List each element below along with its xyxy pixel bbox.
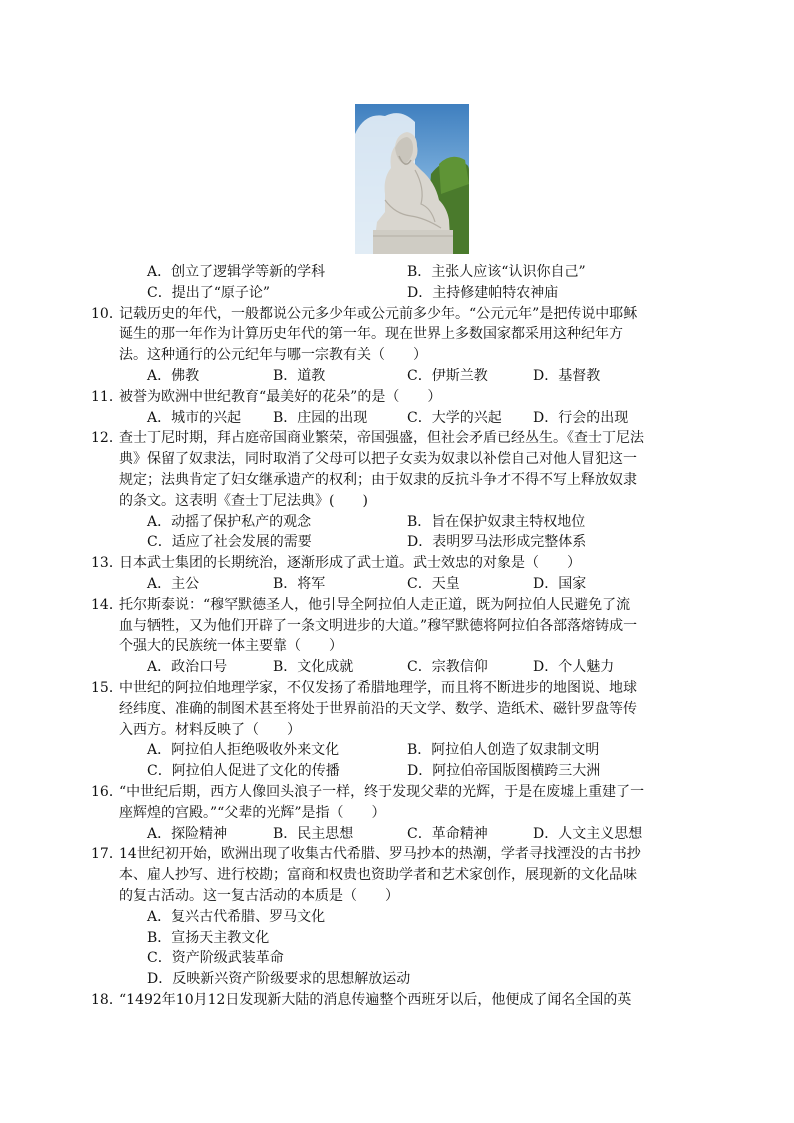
- q15-options-row2: [119, 761, 679, 782]
- q15-text: 中世纪的阿拉伯地理学家，不仅发扬了希腊地理学，而且将不断进步的地图说、地球: [119, 679, 637, 696]
- q18-number: 18．: [91, 991, 123, 1008]
- q12-text: 查士丁尼时期，拜占庭帝国商业繁荣，帝国强盛，但社会矛盾已经丛生。《查士丁尼法: [119, 430, 644, 447]
- q9-option-d: D．主持修建帕特农神庙: [407, 284, 559, 301]
- q13-number: 13．: [91, 555, 123, 572]
- q12-option-c: C．适应了社会发展的需要: [147, 534, 312, 551]
- q10-options: [119, 366, 679, 387]
- q16-option-d: D．人文主义思想: [533, 825, 643, 842]
- q16-option-a: A．探险精神: [147, 825, 228, 842]
- q13-option-c: C．天皇: [407, 575, 460, 592]
- q13-options: [119, 574, 679, 595]
- q14-option-b: B．文化成就: [273, 659, 354, 676]
- q9-options-row1: [119, 262, 679, 283]
- q10-text: 记载历史的年代，一般都说公元多少年或公元前多少年。“公元元年”是把传说中耶稣: [119, 305, 638, 322]
- q16-number: 16．: [91, 783, 123, 800]
- q12-stem-line1: [91, 428, 679, 449]
- q16-text: “中世纪后期，西方人像回头浪子一样，终于发现父辈的光辉，于是在废墟上重建了一: [119, 783, 645, 800]
- q14-option-a: A．政治口号: [147, 659, 228, 676]
- q11-options: [119, 408, 679, 429]
- q15-stem-line3: 入西方。材料反映了（ ）: [119, 721, 301, 738]
- q9-option-a: A．创立了逻辑学等新的学科: [147, 264, 326, 280]
- q10-stem-line2: 诞生的那一年作为计算历史年代的第一年。现在世界上多数国家都采用这种纪年方: [119, 326, 623, 343]
- q16-option-b: B．民主思想: [273, 825, 354, 842]
- q9-option-c: C．提出了“原子论”: [147, 284, 271, 301]
- q14-number: 14．: [91, 596, 123, 613]
- q15-number: 15．: [91, 679, 123, 696]
- q10-option-d: D．基督教: [533, 367, 601, 384]
- q11-option-c: C．大学的兴起: [407, 409, 502, 426]
- q14-text: 托尔斯泰说：“穆罕默德圣人，他引导全阿拉伯人走正道，既为阿拉伯人民避免了流: [119, 596, 631, 613]
- q17-option-a: A．复兴古代希腊、罗马文化: [147, 908, 326, 925]
- q16-option-c: C．革命精神: [407, 825, 488, 842]
- q11-option-d: D．行会的出现: [533, 409, 629, 426]
- q14-options: [119, 657, 679, 678]
- q13-text: 日本武士集团的长期统治，逐渐形成了武士道。武士效忠的对象是（ ）: [119, 555, 581, 572]
- q17-number: 17．: [91, 846, 123, 863]
- q17-stem-line1: [91, 844, 679, 865]
- q12-number: 12．: [91, 430, 123, 447]
- q11-text: 被誉为欧洲中世纪教育“最美好的花朵”的是（ ）: [119, 388, 442, 405]
- q17-text: 14世纪初开始，欧洲出现了收集古代希腊、罗马抄本的热潮，学者寻找湮没的古书抄: [119, 846, 641, 863]
- q10-stem-line3: 法。这种通行的公元纪年与哪一宗教有关（ ）: [119, 347, 427, 364]
- q12-option-d: D．表明罗马法形成完整体系: [407, 534, 587, 551]
- q16-stem-line1: [91, 782, 679, 803]
- q9-option-b: B．主张人应该“认识你自己”: [407, 264, 586, 280]
- q15-stem-line2: 经纬度、准确的制图术甚至将处于世界前沿的天文学、数学、造纸术、磁针罗盘等传: [119, 700, 637, 717]
- q17-option-d: D．反映新兴资产阶级要求的思想解放运动: [147, 971, 411, 988]
- q18-text: “1492年10月12日发现新大陆的消息传遍整个西班牙以后，他便成了闻名全国的英: [119, 991, 632, 1008]
- q12-stem-line3: 规定；法典肯定了妇女继承遗产的权利；由于奴隶的反抗斗争才不得不写上释放奴隶: [119, 471, 637, 488]
- q11-option-b: B．庄园的出现: [273, 409, 368, 426]
- q10-option-c: C．伊斯兰教: [407, 367, 488, 384]
- q14-option-d: D．个人魅力: [533, 659, 615, 676]
- q11-stem-line1: [91, 387, 679, 408]
- q13-option-b: B．将军: [273, 575, 326, 592]
- q14-stem-line1: [91, 595, 679, 616]
- q10-number: 10．: [91, 305, 123, 322]
- q12-option-a: A．动摇了保护私产的观念: [147, 513, 312, 530]
- q14-option-c: C．宗教信仰: [407, 659, 488, 676]
- statue-photo: [355, 104, 469, 254]
- q12-stem-line2: 典》保留了奴隶法，同时取消了父母可以把子女卖为奴隶以补偿自己对他人冒犯这一: [119, 451, 637, 468]
- q17-option-c: C．资产阶级武装革命: [147, 950, 284, 967]
- q12-option-b: B．旨在保护奴隶主特权地位: [407, 513, 586, 530]
- q10-option-a: A．佛教: [147, 367, 200, 384]
- q17-stem-line3: 的复古活动。这一复古活动的本质是（ ）: [119, 887, 399, 904]
- q18-stem-line1: [91, 990, 679, 1011]
- q14-stem-line3: 个强大的民族统一体主要靠（ ）: [119, 638, 343, 655]
- q12-stem-line4: 的条文。这表明《查士丁尼法典》( ): [119, 492, 368, 509]
- q12-options-row1: [119, 512, 679, 533]
- q15-options-row1: [119, 740, 679, 761]
- q14-stem-line2: 血与牺牲，又为他们开辟了一条文明进步的大道。”穆罕默德将阿拉伯各部落熔铸成一: [119, 617, 638, 634]
- q11-number: 11．: [91, 388, 123, 405]
- q17-option-b: B．宣扬天主教文化: [147, 929, 270, 946]
- q15-option-c: C．阿拉伯人促进了文化的传播: [147, 763, 340, 780]
- q13-option-a: A．主公: [147, 575, 200, 592]
- q15-option-d: D．阿拉伯帝国版图横跨三大洲: [407, 763, 601, 780]
- q16-options: [119, 824, 679, 845]
- q10-option-b: B．道教: [273, 367, 326, 384]
- q12-options-row2: [119, 532, 679, 553]
- question-list: [91, 262, 679, 1011]
- q15-stem-line1: [91, 678, 679, 699]
- q13-stem-line1: [91, 553, 679, 574]
- q15-option-b: B．阿拉伯人创造了奴隶制文明: [407, 742, 600, 759]
- q15-option-a: A．阿拉伯人拒绝吸收外来文化: [147, 742, 340, 759]
- q9-options-row2: [119, 283, 679, 304]
- q11-option-a: A．城市的兴起: [147, 409, 242, 426]
- q16-stem-line2: 座辉煌的宫殿。”“父辈的光辉”是指（ ）: [119, 804, 386, 821]
- q10-stem-line1: [91, 304, 679, 325]
- q13-option-d: D．国家: [533, 575, 587, 592]
- q17-stem-line2: 本、雇人抄写、进行校勘；富商和权贵也资助学者和艺术家创作，展现新的文化品味: [119, 867, 637, 884]
